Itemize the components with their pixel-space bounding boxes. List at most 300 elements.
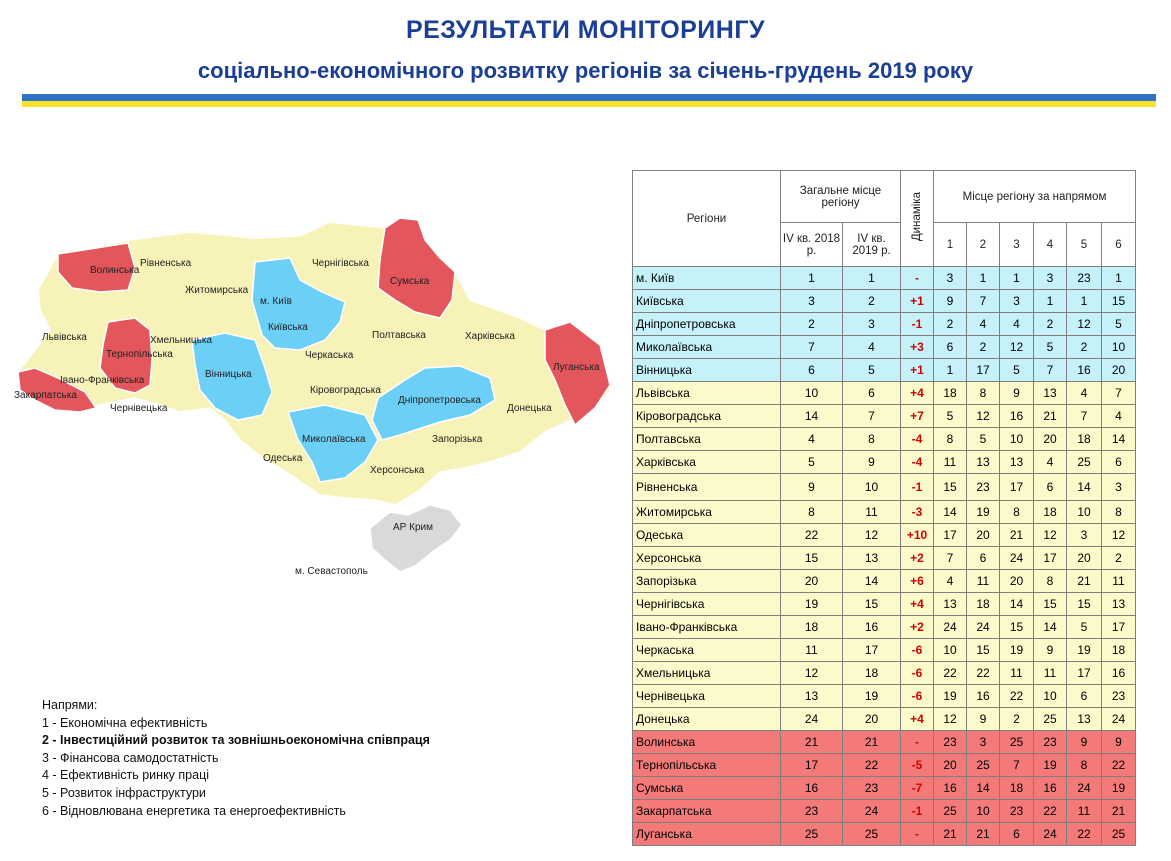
rank-2018: 22 <box>781 524 843 547</box>
direction-rank: 22 <box>967 662 1000 685</box>
direction-rank: 17 <box>967 359 1000 382</box>
table-row <box>633 570 1136 593</box>
dynamics-value: -4 <box>901 451 934 474</box>
rank-2018: 11 <box>781 639 843 662</box>
direction-rank: 20 <box>1034 428 1067 451</box>
direction-rank: 16 <box>967 685 1000 708</box>
region-name: Запорізька <box>633 570 781 593</box>
direction-rank: 11 <box>1067 800 1102 823</box>
table-row <box>633 474 1136 501</box>
table-row <box>633 754 1136 777</box>
region-name: Хмельницька <box>633 662 781 685</box>
direction-rank: 1 <box>1034 290 1067 313</box>
header-directions: Місце регіону за напрямом <box>934 171 1136 223</box>
region-name: м. Київ <box>633 267 781 290</box>
rank-2018: 2 <box>781 313 843 336</box>
direction-rank: 13 <box>967 451 1000 474</box>
direction-rank: 7 <box>1067 405 1102 428</box>
direction-rank: 15 <box>967 639 1000 662</box>
header-dir-6: 6 <box>1102 223 1136 267</box>
header-regions: Регіони <box>633 171 781 267</box>
dynamics-value: +4 <box>901 382 934 405</box>
direction-rank: 17 <box>1000 474 1034 501</box>
table-row <box>633 524 1136 547</box>
direction-rank: 25 <box>1034 708 1067 731</box>
rank-2019: 1 <box>843 267 901 290</box>
rank-2019: 24 <box>843 800 901 823</box>
direction-rank: 24 <box>1102 708 1136 731</box>
header-overall: Загальне місце регіону <box>781 171 901 223</box>
direction-rank: 25 <box>1067 451 1102 474</box>
region-name: Луганська <box>633 823 781 846</box>
rank-2018: 20 <box>781 570 843 593</box>
region-name: Волинська <box>633 731 781 754</box>
page-subtitle: соціально-економічного розвитку регіонів за січень-грудень 2019 року <box>197 58 974 83</box>
direction-rank: 22 <box>1000 685 1034 708</box>
direction-rank: 12 <box>934 708 967 731</box>
direction-rank: 10 <box>1067 501 1102 524</box>
rank-2019: 9 <box>843 451 901 474</box>
region-name: Полтавська <box>633 428 781 451</box>
direction-rank: 20 <box>1067 547 1102 570</box>
direction-rank: 5 <box>1034 336 1067 359</box>
rank-2018: 16 <box>781 777 843 800</box>
direction-rank: 11 <box>967 570 1000 593</box>
direction-rank: 4 <box>967 313 1000 336</box>
legend-item: 6 - Відновлювана енергетика та енергоефективність <box>42 803 346 818</box>
map-label-sevastopol: м. Севастополь <box>295 566 368 577</box>
direction-rank: 7 <box>1102 382 1136 405</box>
direction-rank: 25 <box>1000 731 1034 754</box>
dynamics-value: +10 <box>901 524 934 547</box>
direction-rank: 18 <box>1034 501 1067 524</box>
direction-rank: 21 <box>1067 570 1102 593</box>
dynamics-value: +7 <box>901 405 934 428</box>
region-name: Івано-Франківська <box>633 616 781 639</box>
direction-rank: 13 <box>1034 382 1067 405</box>
direction-rank: 20 <box>967 524 1000 547</box>
rank-2019: 13 <box>843 547 901 570</box>
rank-2019: 15 <box>843 593 901 616</box>
rank-2018: 17 <box>781 754 843 777</box>
map-label-chernivetska: Чернівецька <box>110 403 168 414</box>
direction-rank: 1 <box>1102 267 1136 290</box>
table-row <box>633 731 1136 754</box>
table-row <box>633 823 1136 846</box>
direction-rank: 2 <box>934 313 967 336</box>
rank-2019: 11 <box>843 501 901 524</box>
direction-rank: 3 <box>934 267 967 290</box>
table-row <box>633 382 1136 405</box>
table-row <box>633 662 1136 685</box>
direction-rank: 22 <box>1034 800 1067 823</box>
dynamics-value: -1 <box>901 800 934 823</box>
rank-2018: 6 <box>781 359 843 382</box>
direction-rank: 5 <box>1067 616 1102 639</box>
direction-rank: 15 <box>1034 593 1067 616</box>
page-title: РЕЗУЛЬТАТИ МОНІТОРИНГУ <box>405 16 766 44</box>
map-label-ternopilska: Тернопільська <box>106 349 173 360</box>
table-row <box>633 267 1136 290</box>
direction-rank: 17 <box>1067 662 1102 685</box>
direction-rank: 24 <box>1067 777 1102 800</box>
legend-item: 5 - Розвиток інфраструктури <box>42 785 206 800</box>
direction-rank: 19 <box>967 501 1000 524</box>
direction-rank: 16 <box>1000 405 1034 428</box>
region-name: Херсонська <box>633 547 781 570</box>
map-label-kyiv: м. Київ <box>260 296 292 307</box>
direction-rank: 15 <box>1067 593 1102 616</box>
ukraine-map <box>8 205 618 590</box>
rank-2019: 22 <box>843 754 901 777</box>
direction-rank: 14 <box>1034 616 1067 639</box>
dynamics-value: -6 <box>901 685 934 708</box>
rank-2019: 2 <box>843 290 901 313</box>
direction-rank: 1 <box>1000 267 1034 290</box>
direction-rank: 6 <box>1102 451 1136 474</box>
direction-rank: 12 <box>1067 313 1102 336</box>
rank-2019: 12 <box>843 524 901 547</box>
direction-rank: 10 <box>1102 336 1136 359</box>
table-row <box>633 290 1136 313</box>
map-label-cherkaska: Черкаська <box>305 350 354 361</box>
rank-2018: 23 <box>781 800 843 823</box>
map-label-zaporizka: Запорізька <box>432 434 483 445</box>
legend-item: 2 - Інвестиційний розвиток та зовнішньоекономічна співпраця <box>42 733 430 748</box>
rank-2019: 7 <box>843 405 901 428</box>
direction-rank: 2 <box>1034 313 1067 336</box>
dynamics-value: -6 <box>901 639 934 662</box>
map-label-kharkivska: Харківська <box>465 331 515 342</box>
direction-rank: 14 <box>934 501 967 524</box>
direction-rank: 12 <box>1034 524 1067 547</box>
header-dir-1: 1 <box>934 223 967 267</box>
direction-rank: 21 <box>1102 800 1136 823</box>
direction-rank: 19 <box>1034 754 1067 777</box>
map-label-khmelnytska: Хмельницька <box>150 335 213 346</box>
direction-rank: 6 <box>967 547 1000 570</box>
direction-rank: 23 <box>1067 267 1102 290</box>
region-name: Київська <box>633 290 781 313</box>
direction-rank: 13 <box>934 593 967 616</box>
direction-rank: 25 <box>1102 823 1136 846</box>
direction-rank: 9 <box>934 290 967 313</box>
direction-rank: 16 <box>934 777 967 800</box>
direction-rank: 4 <box>1034 451 1067 474</box>
rank-2019: 19 <box>843 685 901 708</box>
direction-rank: 12 <box>1102 524 1136 547</box>
direction-rank: 25 <box>967 754 1000 777</box>
header-q2018: IV кв. 2018 р. <box>781 223 843 267</box>
map-label-vinnytska: Вінницька <box>205 369 252 380</box>
dynamics-value: -3 <box>901 501 934 524</box>
rank-2019: 10 <box>843 474 901 501</box>
direction-rank: 5 <box>1102 313 1136 336</box>
table-row <box>633 593 1136 616</box>
direction-rank: 23 <box>1000 800 1034 823</box>
map-label-crimea: АР Крим <box>393 522 433 533</box>
direction-rank: 8 <box>1067 754 1102 777</box>
rank-2019: 16 <box>843 616 901 639</box>
direction-rank: 20 <box>1102 359 1136 382</box>
direction-rank: 23 <box>934 731 967 754</box>
direction-rank: 23 <box>967 474 1000 501</box>
map-label-kyivska: Київська <box>268 322 308 333</box>
rank-2019: 8 <box>843 428 901 451</box>
legend-item: 1 - Економічна ефективність <box>42 715 208 730</box>
direction-rank: 16 <box>1102 662 1136 685</box>
direction-rank: 6 <box>1034 474 1067 501</box>
direction-rank: 7 <box>967 290 1000 313</box>
direction-rank: 15 <box>934 474 967 501</box>
map-label-odeska: Одеська <box>263 453 303 464</box>
map-region-crimea <box>370 505 462 572</box>
direction-rank: 12 <box>967 405 1000 428</box>
rank-2018: 5 <box>781 451 843 474</box>
direction-rank: 13 <box>1102 593 1136 616</box>
direction-rank: 14 <box>967 777 1000 800</box>
direction-rank: 8 <box>967 382 1000 405</box>
legend <box>42 697 430 820</box>
ranking-table <box>632 170 1136 846</box>
rank-2018: 1 <box>781 267 843 290</box>
blue-stripe <box>22 94 1156 101</box>
legend-item: 3 - Фінансова самодостатність <box>42 750 219 765</box>
rank-2018: 25 <box>781 823 843 846</box>
direction-rank: 17 <box>1034 547 1067 570</box>
direction-rank: 15 <box>1102 290 1136 313</box>
map-label-rivnenska: Рівненська <box>140 258 192 269</box>
direction-rank: 6 <box>1067 685 1102 708</box>
direction-rank: 15 <box>1000 616 1034 639</box>
header-dynamics-text: Динаміка <box>911 192 923 242</box>
direction-rank: 13 <box>1067 708 1102 731</box>
table-row <box>633 359 1136 382</box>
header-dir-5: 5 <box>1067 223 1102 267</box>
direction-rank: 14 <box>1102 428 1136 451</box>
region-name: Вінницька <box>633 359 781 382</box>
dynamics-value: - <box>901 823 934 846</box>
direction-rank: 21 <box>1034 405 1067 428</box>
rank-2018: 24 <box>781 708 843 731</box>
direction-rank: 3 <box>1000 290 1034 313</box>
direction-rank: 8 <box>934 428 967 451</box>
rank-2018: 12 <box>781 662 843 685</box>
direction-rank: 10 <box>934 639 967 662</box>
direction-rank: 3 <box>1067 524 1102 547</box>
direction-rank: 1 <box>1067 290 1102 313</box>
direction-rank: 17 <box>1102 616 1136 639</box>
direction-rank: 16 <box>1067 359 1102 382</box>
region-name: Миколаївська <box>633 336 781 359</box>
direction-rank: 20 <box>1000 570 1034 593</box>
direction-rank: 2 <box>1067 336 1102 359</box>
direction-rank: 10 <box>1000 428 1034 451</box>
direction-rank: 9 <box>1067 731 1102 754</box>
rank-2018: 10 <box>781 382 843 405</box>
rank-2019: 21 <box>843 731 901 754</box>
direction-rank: 25 <box>934 800 967 823</box>
map-label-khersonska: Херсонська <box>370 465 425 476</box>
map-label-sumska: Сумська <box>390 276 430 287</box>
rank-2018: 3 <box>781 290 843 313</box>
rank-2018: 7 <box>781 336 843 359</box>
dynamics-value: - <box>901 731 934 754</box>
rank-2018: 21 <box>781 731 843 754</box>
header-dynamics <box>901 171 934 267</box>
direction-rank: 19 <box>1102 777 1136 800</box>
direction-rank: 19 <box>934 685 967 708</box>
rank-2019: 6 <box>843 382 901 405</box>
direction-rank: 8 <box>1034 570 1067 593</box>
direction-rank: 7 <box>1000 754 1034 777</box>
yellow-stripe <box>22 101 1156 107</box>
table-row <box>633 547 1136 570</box>
direction-rank: 24 <box>967 616 1000 639</box>
direction-rank: 2 <box>1102 547 1136 570</box>
direction-rank: 11 <box>934 451 967 474</box>
direction-rank: 16 <box>1034 777 1067 800</box>
map-label-lvivska: Львівська <box>42 332 87 343</box>
dynamics-value: +6 <box>901 570 934 593</box>
direction-rank: 11 <box>1034 662 1067 685</box>
direction-rank: 10 <box>1034 685 1067 708</box>
table-row <box>633 501 1136 524</box>
rank-2019: 23 <box>843 777 901 800</box>
table-row <box>633 616 1136 639</box>
direction-rank: 23 <box>1102 685 1136 708</box>
direction-rank: 19 <box>1000 639 1034 662</box>
direction-rank: 5 <box>1000 359 1034 382</box>
direction-rank: 18 <box>934 382 967 405</box>
rank-2018: 13 <box>781 685 843 708</box>
dynamics-value: +2 <box>901 616 934 639</box>
direction-rank: 19 <box>1067 639 1102 662</box>
dynamics-value: -4 <box>901 428 934 451</box>
table-row <box>633 639 1136 662</box>
direction-rank: 20 <box>934 754 967 777</box>
table-row <box>633 708 1136 731</box>
dynamics-value: -7 <box>901 777 934 800</box>
region-name: Черкаська <box>633 639 781 662</box>
rank-2018: 8 <box>781 501 843 524</box>
direction-rank: 1 <box>967 267 1000 290</box>
direction-rank: 12 <box>1000 336 1034 359</box>
direction-rank: 8 <box>1102 501 1136 524</box>
dynamics-value: -1 <box>901 313 934 336</box>
direction-rank: 5 <box>967 428 1000 451</box>
map-label-ivanofrankivska: Івано-Франківська <box>60 375 145 386</box>
ranking-table-body <box>633 267 1136 846</box>
region-name: Кіровоградська <box>633 405 781 428</box>
table-row <box>633 451 1136 474</box>
dynamics-value: +4 <box>901 708 934 731</box>
direction-rank: 5 <box>934 405 967 428</box>
rank-2018: 19 <box>781 593 843 616</box>
rank-2018: 9 <box>781 474 843 501</box>
direction-rank: 1 <box>934 359 967 382</box>
rank-2018: 14 <box>781 405 843 428</box>
dynamics-value: -5 <box>901 754 934 777</box>
header-dir-4: 4 <box>1034 223 1067 267</box>
direction-rank: 2 <box>967 336 1000 359</box>
map-label-chernihivska: Чернігівська <box>312 258 369 269</box>
dynamics-value: +2 <box>901 547 934 570</box>
rank-2018: 15 <box>781 547 843 570</box>
region-name: Рівненська <box>633 474 781 501</box>
rank-2019: 4 <box>843 336 901 359</box>
dynamics-value: - <box>901 267 934 290</box>
table-row <box>633 800 1136 823</box>
rank-2018: 18 <box>781 616 843 639</box>
direction-rank: 3 <box>1102 474 1136 501</box>
direction-rank: 17 <box>934 524 967 547</box>
direction-rank: 3 <box>967 731 1000 754</box>
region-name: Донецька <box>633 708 781 731</box>
table-row <box>633 685 1136 708</box>
legend-title: Напрями: <box>42 698 98 712</box>
table-row <box>633 336 1136 359</box>
rank-2019: 20 <box>843 708 901 731</box>
direction-rank: 14 <box>1067 474 1102 501</box>
table-row <box>633 428 1136 451</box>
map-label-poltavska: Полтавська <box>372 330 426 341</box>
direction-rank: 6 <box>934 336 967 359</box>
direction-rank: 4 <box>934 570 967 593</box>
map-label-kirovohradska: Кіровоградська <box>310 385 381 396</box>
dynamics-value: -6 <box>901 662 934 685</box>
region-name: Чернівецька <box>633 685 781 708</box>
direction-rank: 11 <box>1000 662 1034 685</box>
direction-rank: 14 <box>1000 593 1034 616</box>
region-name: Харківська <box>633 451 781 474</box>
direction-rank: 10 <box>967 800 1000 823</box>
direction-rank: 21 <box>934 823 967 846</box>
region-name: Львівська <box>633 382 781 405</box>
direction-rank: 4 <box>1067 382 1102 405</box>
dynamics-value: -1 <box>901 474 934 501</box>
rank-2019: 5 <box>843 359 901 382</box>
direction-rank: 18 <box>1000 777 1034 800</box>
direction-rank: 18 <box>967 593 1000 616</box>
direction-rank: 9 <box>967 708 1000 731</box>
table-row <box>633 313 1136 336</box>
direction-rank: 9 <box>1000 382 1034 405</box>
map-label-zhytomyrska: Житомирська <box>185 285 249 296</box>
direction-rank: 24 <box>1000 547 1034 570</box>
direction-rank: 18 <box>1067 428 1102 451</box>
direction-rank: 8 <box>1000 501 1034 524</box>
direction-rank: 24 <box>934 616 967 639</box>
rank-2019: 3 <box>843 313 901 336</box>
direction-rank: 9 <box>1102 731 1136 754</box>
direction-rank: 22 <box>1067 823 1102 846</box>
table-row <box>633 777 1136 800</box>
direction-rank: 21 <box>967 823 1000 846</box>
map-label-dnipropetrovska: Дніпропетровська <box>398 395 481 406</box>
map-label-mykolaivska: Миколаївська <box>302 434 366 445</box>
table-row <box>633 405 1136 428</box>
map-label-luhanska: Луганська <box>553 362 600 373</box>
rank-2018: 4 <box>781 428 843 451</box>
rank-2019: 25 <box>843 823 901 846</box>
region-name: Дніпропетровська <box>633 313 781 336</box>
direction-rank: 4 <box>1102 405 1136 428</box>
direction-rank: 13 <box>1000 451 1034 474</box>
dynamics-value: +1 <box>901 290 934 313</box>
region-name: Житомирська <box>633 501 781 524</box>
direction-rank: 18 <box>1102 639 1136 662</box>
